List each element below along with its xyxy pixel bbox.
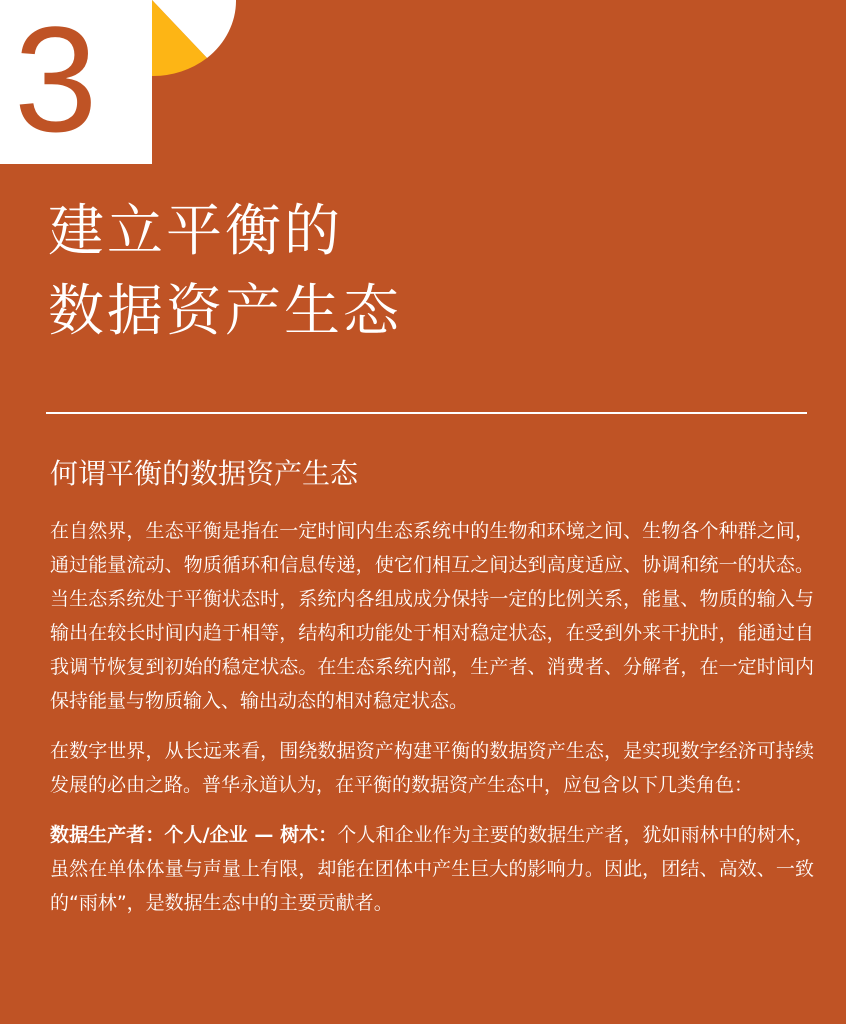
body-text bbox=[50, 514, 814, 920]
title-line-1: 建立平衡的 bbox=[48, 199, 343, 264]
title-line-2: 数据资产生态 bbox=[48, 279, 402, 344]
paragraph-2: 在数字世界，从长远来看，围绕数据资产构建平衡的数据资产生态，是实现数字经济可持续发展的必由之路。普华永道认为，在平衡的数据资产生态中，应包含以下几类角色： bbox=[50, 740, 814, 796]
section-number: 3 bbox=[14, 0, 98, 163]
section-subheading: 何谓平衡的数据资产生态 bbox=[50, 457, 359, 490]
section-number-panel bbox=[0, 0, 152, 164]
divider bbox=[46, 412, 807, 414]
paragraph-3-lead: 数据生产者：个人/企业 — 树木： bbox=[50, 824, 338, 846]
page-title bbox=[48, 192, 402, 352]
paragraph-3 bbox=[50, 818, 814, 920]
pie-decoration-icon bbox=[152, 0, 236, 76]
paragraph-3-text: 个人和企业作为主要的数据生产者，犹如雨林中的树木，虽然在单体体量与声量上有限，却能在团体中产生巨大的影响力。因此，团结、高效、一致的“雨林”，是数据生态中的主要贡献者。 bbox=[50, 824, 814, 914]
paragraph-1: 在自然界，生态平衡是指在一定时间内生态系统中的生物和环境之间、生物各个种群之间，通过能量流动、物质循环和信息传递，使它们相互之间达到高度适应、协调和统一的状态。当生态系统处于平衡状态时，系统内各组成成分保持一定的比例关系，能量、物质的输入与输出在较长时间内趋于相等，结构和功能处于相对稳定状态，在受到外来干扰时，能通过自我调节恢复到初始的稳定状态。在生态系统内部，生产者、消费者、分解者，在一定时间内保持能量与物质输入、输出动态的相对稳定状态。 bbox=[50, 520, 814, 712]
